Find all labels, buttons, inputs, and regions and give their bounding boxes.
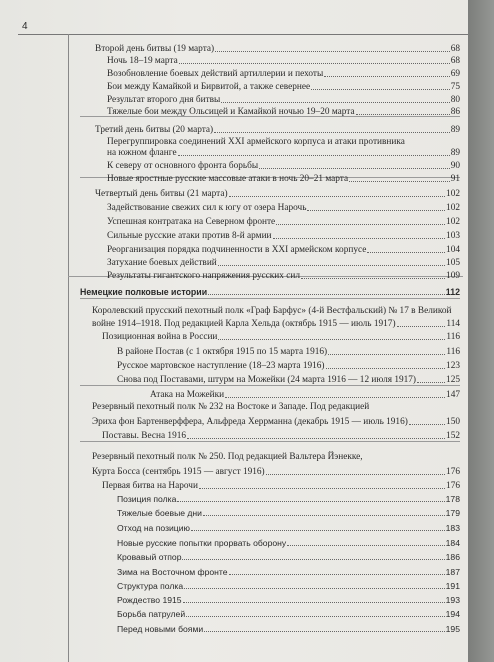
- header-rule: [18, 34, 468, 35]
- toc-entry: Задействование свежих сил к югу от озера Нарочь 102: [107, 203, 460, 213]
- regiment-title-line: Королевский прусский пехотный полк «Граф Барфус» (4-й Вестфальский) № 17 в Великой: [92, 306, 452, 316]
- toc-entry: Борьба патрулей 194: [117, 609, 460, 619]
- toc-entry-line: Перегруппировка соединений XXI армейского корпуса и атаки противника: [107, 137, 405, 147]
- toc-heading: Немецкие полковые истории 112: [80, 287, 460, 297]
- toc-entry: Возобновление боевых действий артиллерии и пехоты 69: [107, 69, 460, 79]
- margin-rule: [68, 34, 69, 662]
- page-edge-shadow: [468, 0, 494, 662]
- page-number: 4: [22, 21, 28, 32]
- toc-entry: Результат второго дня битвы 80: [107, 95, 460, 105]
- toc-entry: Результаты гигантского напряжения русских сил 109: [107, 271, 460, 281]
- toc-entry: Затухание боевых действий 105: [107, 258, 460, 268]
- toc-entry: Новые русские попытки прорвать оборону 184: [117, 538, 460, 548]
- regiment-title-line: Резервный пехотный полк № 250. Под редакцией Вальтера Йэнекке,: [92, 452, 363, 462]
- toc-entry: Успешная контратака на Северном фронте 102: [107, 217, 460, 227]
- toc-entry: Третий день битвы (20 марта) 89: [95, 125, 460, 135]
- toc-entry: Тяжелые бои между Ольсицей и Камайкой ночью 19–20 марта 86: [107, 107, 460, 117]
- toc-entry: Снова под Поставами, штурм на Можейки (24 марта 1916 — 12 июля 1917) 125: [117, 375, 460, 385]
- toc-entry: Курта Босса (сентябрь 1915 — август 1916) 176: [92, 467, 460, 477]
- toc-entry: Зима на Восточном фронте 187: [117, 567, 460, 577]
- toc-entry: Реорганизация порядка подчиненности в XXI армейском корпусе 104: [107, 245, 460, 255]
- toc-entry: Сильные русские атаки против 8-й армии 103: [107, 231, 460, 241]
- toc-entry: на южном фланге 89: [107, 148, 460, 158]
- toc-entry: Эриха фон Бартенверффера, Альфреда Херрманна (декабрь 1915 — июль 1916) 150: [92, 417, 460, 427]
- toc-entry: В районе Постав (с 1 октября 1915 по 15 марта 1916) 116: [117, 347, 460, 357]
- toc-entry: Второй день битвы (19 марта) 68: [95, 44, 460, 54]
- toc-entry: Перед новыми боями 195: [117, 624, 460, 634]
- regiment-title-line: Резервный пехотный полк № 232 на Востоке и Западе. Под редакцией: [92, 402, 370, 412]
- toc-entry: Ночь 18–19 марта 68: [107, 56, 460, 66]
- toc-entry: Кровавый отпор 186: [117, 552, 460, 562]
- toc-entry: Структура полка 191: [117, 581, 460, 591]
- toc-entry: Новые яростные русские массовые атаки в ночь 20–21 марта 91: [107, 174, 460, 184]
- toc-entry: Поставы. Весна 1916 152: [102, 431, 460, 441]
- toc-entry: Позиция полка 178: [117, 494, 460, 504]
- toc-entry: войне 1914–1918. Под редакцией Карла Хельда (октябрь 1915 — июль 1917) 114: [92, 319, 460, 329]
- toc-entry: Отход на позицию 183: [117, 523, 460, 533]
- toc-entry: Русское мартовское наступление (18–23 марта 1916) 123: [117, 361, 460, 371]
- toc-entry: Тяжелые боевые дни 179: [117, 508, 460, 518]
- toc-entry: Бои между Камайкой и Бирвитой, а также севернее 75: [107, 82, 460, 92]
- toc-entry: Четвертый день битвы (21 марта) 102: [95, 189, 460, 199]
- toc-entry: Рождество 1915 193: [117, 595, 460, 605]
- toc-entry: Атака на Можейки 147: [150, 390, 460, 400]
- separator: [80, 298, 460, 299]
- toc-entry: К северу от основного фронта борьбы 90: [107, 161, 460, 171]
- toc-entry: Позиционная война в России 116: [102, 332, 460, 342]
- toc-entry: Первая битва на Нарочи 176: [102, 481, 460, 491]
